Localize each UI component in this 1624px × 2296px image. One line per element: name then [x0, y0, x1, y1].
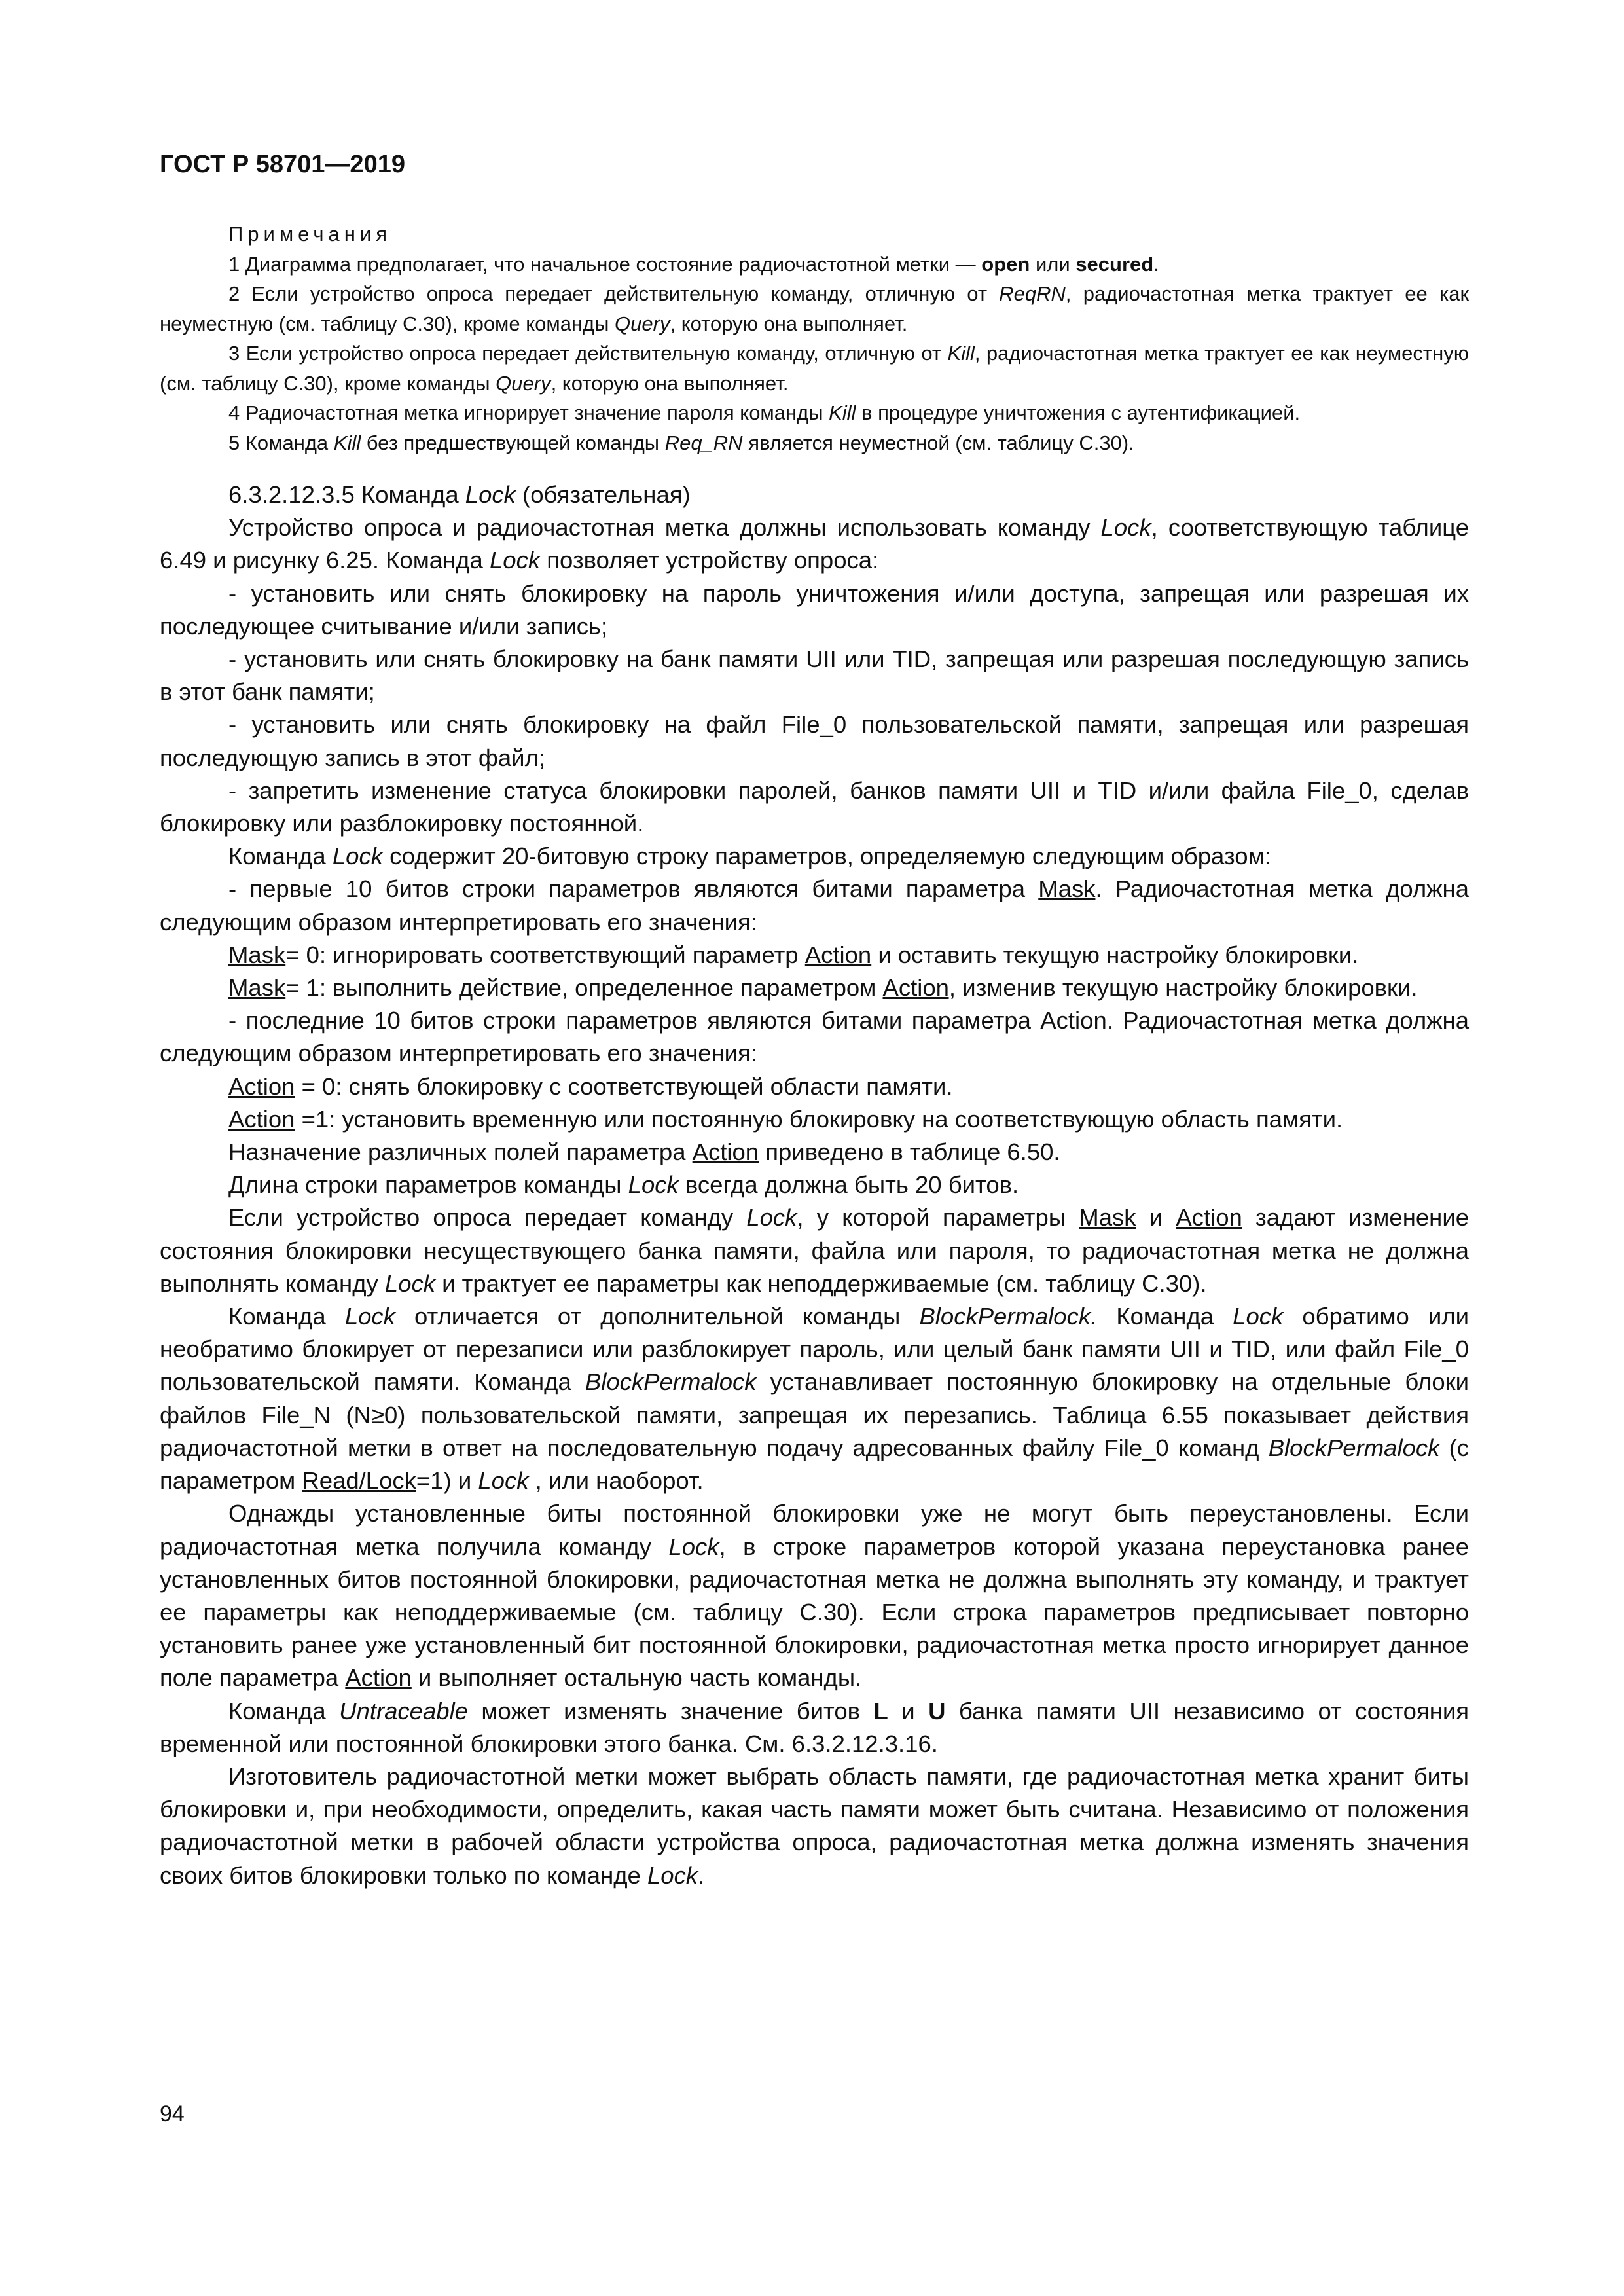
- paragraph: Длина строки параметров команды Lock всегда должна быть 20 битов.: [228, 1171, 1019, 1199]
- paragraph: Mask= 0: игнорировать соответствующий параметр Action и оставить текущую настройку блокировки.: [228, 941, 1359, 968]
- paragraph: Команда Untraceable может изменять значение битов L и U банка памяти UII независимо от состояния временной или постоянной блокировки этого банка. См. 6.3.2.12.3.16.: [160, 1697, 1470, 1757]
- list-item: - запретить изменение статуса блокировки паролей, банков памяти UII и TID и/или файла File_0, сделав блокировку или разблокировку постоянной.: [160, 776, 1469, 837]
- paragraph: Если устройство опроса передает команду Lock, у которой параметры Mask и Action задают изменение состояния блокировки несуществующего банка памяти, файла или пароля, то радиочастотная метка не должна выполнять команду Lock и трактует ее параметры как неподдерживаемые (см. таблицу С.30).: [160, 1204, 1470, 1297]
- paragraph: Action =1: установить временную или постоянную блокировку на соответствующую область памяти.: [228, 1105, 1343, 1133]
- body-text: [160, 479, 1469, 1892]
- notes-block: [160, 219, 1469, 458]
- list-item: - установить или снять блокировку на банк памяти UII или TID, запрещая или разрешая последующую запись в этот банк памяти;: [160, 646, 1469, 706]
- paragraph: Mask= 1: выполнить действие, определенное параметром Action, изменив текущую настройку блокировки.: [228, 974, 1418, 1002]
- page-number: 94: [160, 2102, 185, 2126]
- list-item: - последние 10 битов строки параметров являются битами параметра Action. Радиочастотная метка должна следующим образом интерпретировать его значения:: [160, 1007, 1469, 1067]
- paragraph: Команда Lock содержит 20-битовую строку параметров, определяемую следующим образом:: [228, 843, 1271, 870]
- document-page: [160, 151, 1469, 1892]
- paragraph: Изготовитель радиочастотной метки может выбрать область памяти, где радиочастотная метка хранит биты блокировки и, при необходимости, определить, какая часть памяти может быть считана. Независимо от положения радиочастотной метки в рабочей области устройства опроса, радиочастотная метка должна изменять значения своих битов блокировки только по команде Lock.: [160, 1762, 1469, 1889]
- notes-title: Примечания: [228, 223, 391, 246]
- list-item: - установить или снять блокировку на пароль уничтожения и/или доступа, запрещая или разрешая их последующее считывание и/или запись;: [160, 579, 1469, 640]
- list-item: - установить или снять блокировку на файл File_0 пользовательской памяти, запрещая или разрешая последующую запись в этот файл;: [160, 711, 1469, 771]
- note-4: 4 Радиочастотная метка игнорирует значение пароля команды Kill в процедуре уничтожения с аутентификацией.: [228, 401, 1301, 424]
- paragraph: Устройство опроса и радиочастотная метка должны использовать команду Lock, соответствующую таблице 6.49 и рисунку 6.25. Команда Lock позволяет устройству опроса:: [160, 514, 1469, 574]
- note-5: 5 Команда Kill без предшествующей команды Req_RN является неуместной (см. таблицу С.30).: [228, 431, 1134, 454]
- paragraph: Назначение различных полей параметра Action приведено в таблице 6.50.: [228, 1139, 1060, 1166]
- note-3: 3 Если устройство опроса передает действительную команду, отличную от Kill, радиочастотная метка трактует ее как неуместную (см. таблицу С.30), кроме команды Query, которую она выполняет.: [160, 342, 1469, 395]
- section-heading: 6.3.2.12.3.5 Команда Lock (обязательная): [228, 481, 691, 508]
- note-2: 2 Если устройство опроса передает действительную команду, отличную от ReqRN, радиочастотная метка трактует ее как неуместную (см. таблицу С.30), кроме команды Query, которую она выполняет.: [160, 282, 1470, 335]
- paragraph: Команда Lock отличается от дополнительной команды BlockPermalock. Команда Lock обратимо или необратимо блокирует от перезаписи или разблокирует пароль, или целый банк памяти UII и TID, или файл File_0 пользовательской памяти. Команда BlockPermalock устанавливает постоянную блокировку на отдельные блоки файлов File_N (N≥0) пользовательской памяти, запрещая их перезапись. Таблица 6.55 показывает действия радиочастотной метки в ответ на последовательную подачу адресованных файлу File_0 команд BlockPermalock (с параметром Read/Lock=1) и Lock , или наоборот.: [160, 1303, 1470, 1495]
- list-item: - первые 10 битов строки параметров являются битами параметра Mask. Радиочастотная метка должна следующим образом интерпретировать его значения:: [160, 875, 1469, 936]
- paragraph: Action = 0: снять блокировку с соответствующей области памяти.: [228, 1072, 953, 1100]
- note-1: 1 Диаграмма предполагает, что начальное состояние радиочастотной метки — open или secured.: [228, 252, 1159, 276]
- standard-header: ГОСТ Р 58701—2019: [160, 151, 405, 178]
- paragraph: Однажды установленные биты постоянной блокировки уже не могут быть переустановлены. Если радиочастотная метка получила команду Lock, в строке параметров которой указана переустановка ранее установленных битов постоянной блокировки, радиочастотная метка не должна выполнять эту команду, и трактует ее параметры как неподдерживаемые (см. таблицу С.30). Если строка параметров предписывает повторно установить ранее уже установленный бит постоянной блокировки, радиочастотная метка просто игнорирует данное поле параметра Action и выполняет остальную часть команды.: [160, 1500, 1469, 1692]
